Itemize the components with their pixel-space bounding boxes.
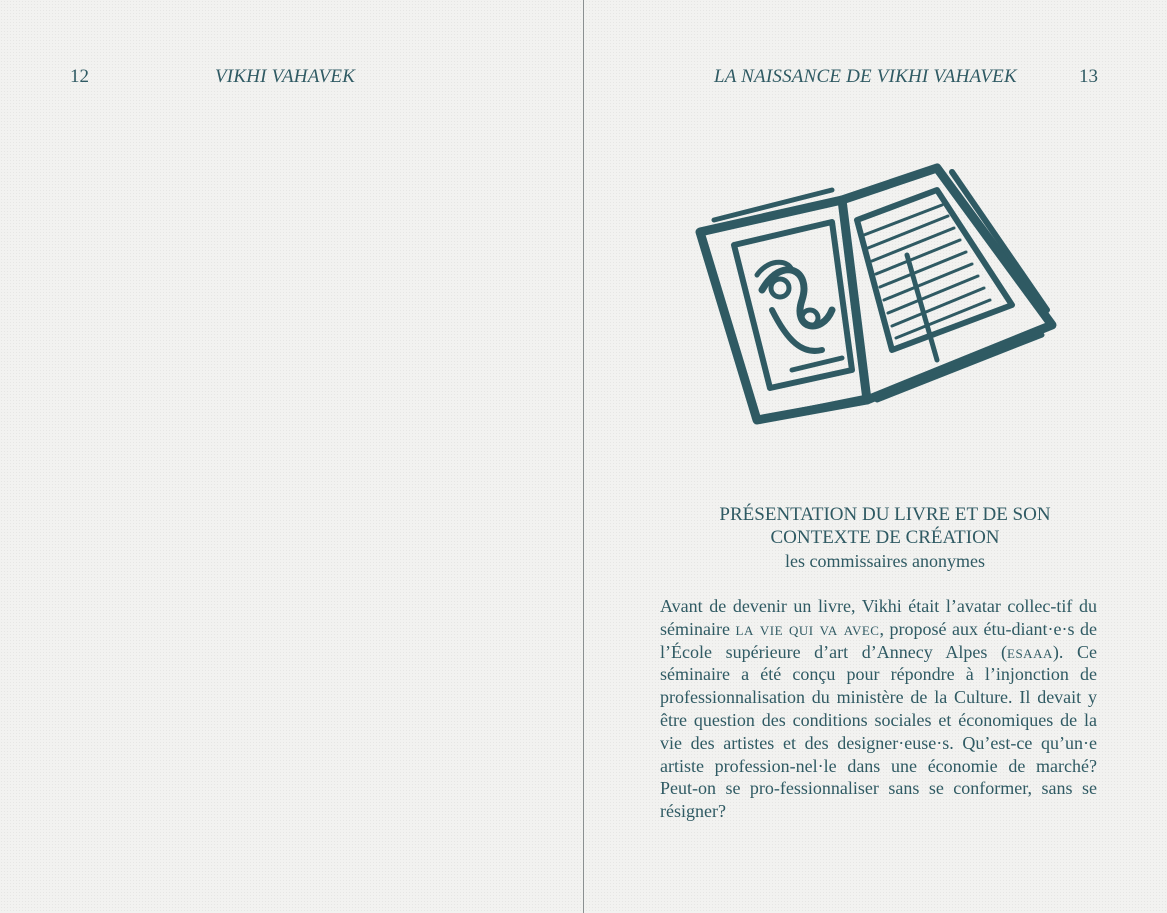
chapter-title-line1: PRÉSENTATION DU LIVRE ET DE SON — [719, 504, 1051, 525]
left-page — [0, 0, 583, 913]
school-acronym: esaaa — [1007, 641, 1053, 662]
body-text-part1: Avant de devenir un livre, Vikhi était l’avatar collec-tif du séminaire — [660, 596, 1097, 639]
seminar-name: la vie qui va avec — [735, 618, 880, 639]
page-number-right: 13 — [1079, 66, 1098, 87]
running-head-left: VIKHI VAHAVEK — [215, 66, 356, 87]
chapter-title-line2: CONTEXTE DE CRÉATION — [770, 527, 1000, 548]
body-paragraph — [660, 595, 1097, 823]
right-page — [584, 0, 1167, 913]
running-head-right: LA NAISSANCE DE VIKHI VAHAVEK — [714, 66, 1017, 87]
body-text-part3: ). Ce séminaire a été conçu pour répondre à l’injonction de professionnalisation du ministère de la Culture. Il devait y être question des conditions sociales et économiques de la vie des artistes et des designer·euse·s. Qu’est-ce qu’un·e artiste profession-nel·le dans une économie de marché? Peut-on se pro-fessionnaliser sans se conformer, sans se résigner? — [660, 641, 1097, 822]
body-text-part2: , proposé aux étu-diant·e·s de l’École supérieure d’art d’Annecy Alpes ( — [660, 618, 1097, 662]
page-number-left: 12 — [70, 66, 89, 87]
chapter-title — [660, 503, 1110, 549]
open-book-icon — [692, 160, 1072, 435]
chapter-author: les commissaires anonymes — [785, 551, 985, 571]
